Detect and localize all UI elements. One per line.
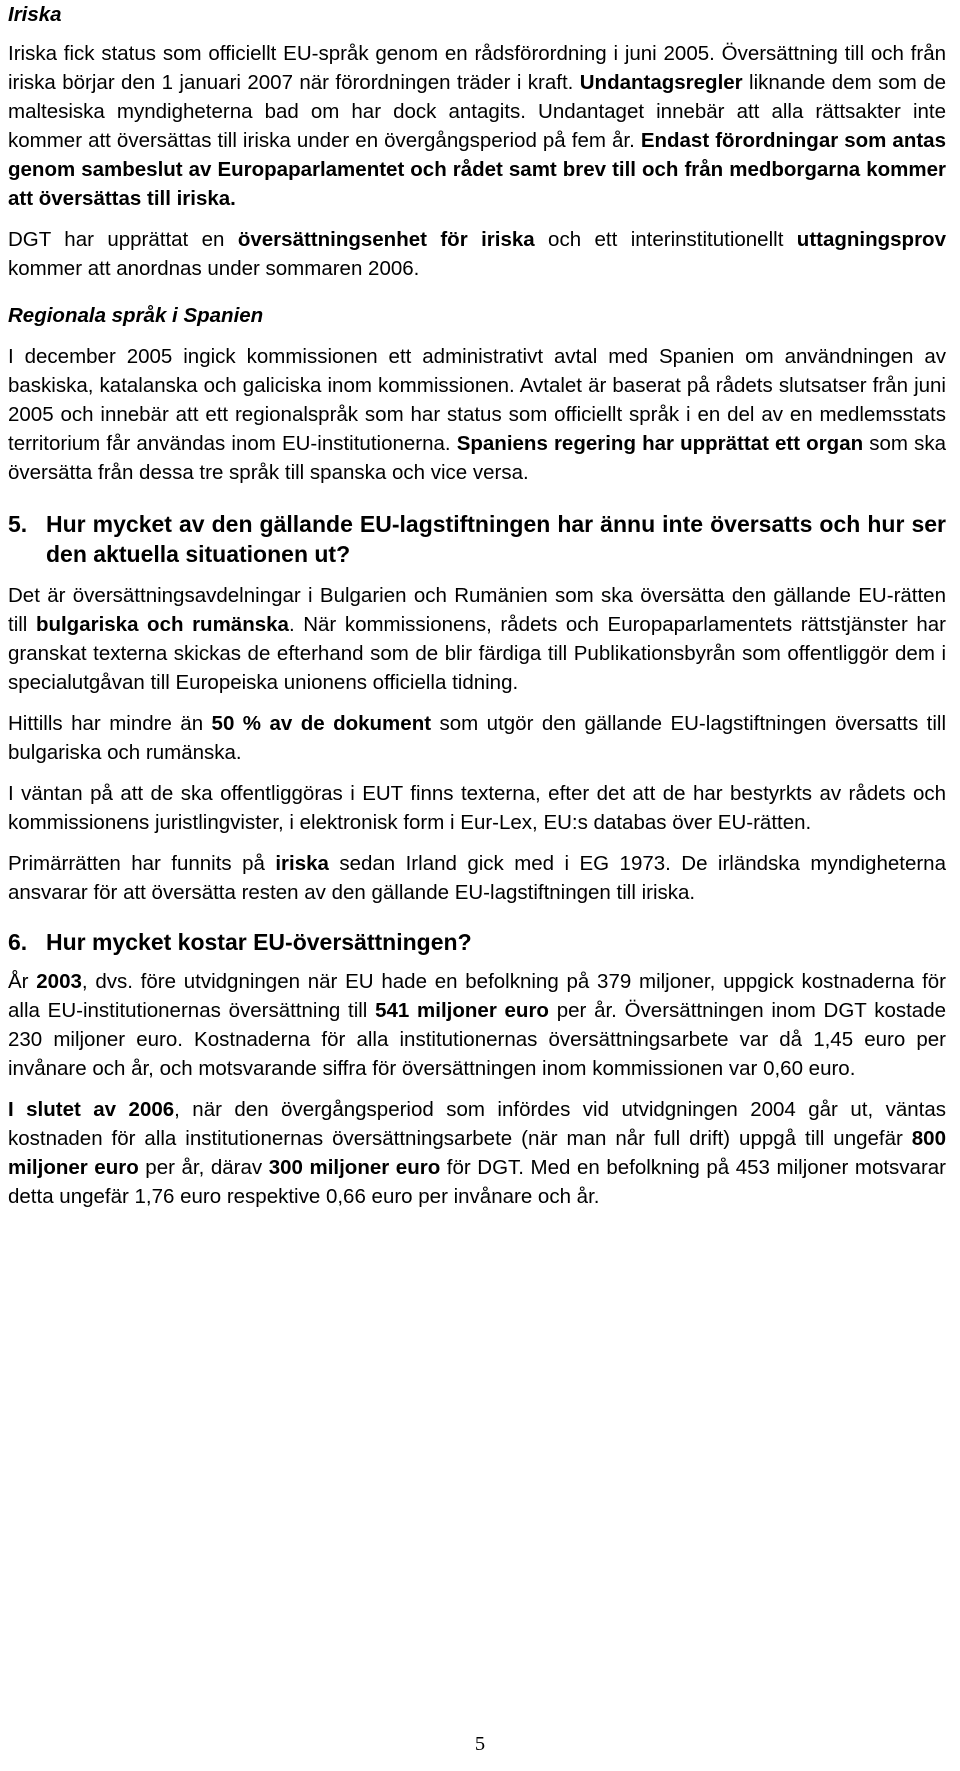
text-run: liknande dem som de maltesiska myndigheterna bad om har dock antagits. Undantaget innebär att alla rättsakter inte kommer att översättas till iriska under en övergångsperiod på fem år. bbox=[8, 71, 947, 152]
heading-section-5 bbox=[8, 509, 946, 569]
text-run: Primärrätten har funnits på bbox=[8, 852, 276, 875]
text-run: per år. Översättningen inom DGT kostade 230 miljoner euro. Kostnaderna för alla institutionernas översättningsarbete var då 1,45 euro per invånare och år, och motsvarande siffra för översättningen inom kommissionen var 0,60 euro. bbox=[8, 999, 946, 1080]
text-run: och ett interinstitutionellt bbox=[534, 228, 797, 251]
bold-text-run: Endast förordningar som antas genom sambeslut av Europaparlamentet och rådet samt brev till och från medborgarna kommer att översättas till iriska. bbox=[8, 129, 946, 210]
section-5-title: Hur mycket av den gällande EU-lagstiftningen har ännu inte översatts och hur ser den aktuella situationen ut? bbox=[46, 511, 946, 567]
paragraph-section-6-costs-2006 bbox=[8, 1095, 946, 1211]
bold-text-run: 50 % av de dokument bbox=[211, 712, 432, 735]
text-run: År bbox=[8, 970, 37, 993]
paragraph-section-6-costs-2003 bbox=[8, 967, 946, 1083]
bold-text-run: 800 miljoner euro bbox=[8, 1127, 946, 1179]
section-6-number: 6. bbox=[8, 929, 28, 955]
paragraph-section-5-eur-lex bbox=[8, 779, 946, 837]
bold-text-run: Spaniens regering har upprättat ett organ bbox=[456, 432, 864, 455]
text-run: , när den övergångsperiod som infördes vid utvidgningen 2004 går ut, väntas kostnaden för alla institutionernas översättningsarbete (när man når full drift) uppgå till ungefär bbox=[8, 1098, 946, 1150]
heading-regionala-sprak: Regionala språk i Spanien bbox=[8, 304, 264, 327]
text-run: I väntan på att de ska offentliggöras i EUT finns texterna, efter det att de har bestyrkts av rådets och kommissionens juristlingvister, i elektronisk form i Eur-Lex, EU:s databas över EU-rätten. bbox=[8, 782, 946, 834]
text-run: som ska översätta från dessa tre språk till spanska och vice versa. bbox=[8, 432, 946, 484]
text-run: Hittills har mindre än bbox=[8, 712, 212, 735]
heading-section-6 bbox=[8, 927, 946, 957]
bold-text-run: Undantagsregler bbox=[579, 71, 743, 94]
section-5-number: 5. bbox=[8, 511, 28, 537]
paragraph-iriska-dgt bbox=[8, 225, 946, 283]
paragraph-iriska-status bbox=[8, 39, 946, 213]
paragraph-section-5-progress bbox=[8, 709, 946, 767]
bold-text-run: iriska bbox=[275, 852, 329, 875]
bold-text-run: I slutet av 2006 bbox=[8, 1098, 175, 1121]
text-run: Det är översättningsavdelningar i Bulgarien och Rumänien som ska översätta den gällande EU-rätten till bbox=[8, 584, 946, 636]
paragraph-section-5-primary-law bbox=[8, 849, 946, 907]
text-run: , dvs. före utvidgningen när EU hade en befolkning på 379 miljoner, uppgick kostnaderna för alla EU-institutionernas översättning till bbox=[8, 970, 946, 1022]
bold-text-run: uttagningsprov bbox=[796, 228, 946, 251]
bold-text-run: 2003 bbox=[36, 970, 82, 993]
bold-text-run: bulgariska och rumänska bbox=[35, 613, 289, 636]
bold-text-run: översättningsenhet för iriska bbox=[237, 228, 535, 251]
section-6-title: Hur mycket kostar EU-översättningen? bbox=[46, 929, 472, 955]
paragraph-regionala-sprak bbox=[8, 342, 946, 487]
text-run: DGT har upprättat en bbox=[8, 228, 238, 251]
text-run: sedan Irland gick med i EG 1973. De irländska myndigheterna ansvarar för att översätta resten av den gällande EU-lagstiftningen till iriska. bbox=[8, 852, 946, 904]
paragraph-section-5-translation-departments bbox=[8, 581, 946, 697]
bold-text-run: 541 miljoner euro bbox=[375, 999, 549, 1022]
page-number: 5 bbox=[474, 1733, 486, 1755]
text-run: . När kommissionens, rådets och Europaparlamentets rättstjänster har granskat texterna skickas de efterhand som de blir färdiga till Publikationsbyrån som offentliggör dem i specialutgåvan till Europeiska unionens officiella tidning. bbox=[8, 613, 947, 694]
text-run: kommer att anordnas under sommaren 2006. bbox=[8, 257, 420, 280]
text-run: I december 2005 ingick kommissionen ett administrativt avtal med Spanien om användningen av baskiska, katalanska och galiciska inom kommissionen. Avtalet är baserat på rådets slutsatser från juni 2005 och innebär att ett regionalspråk som har status som officiellt språk i en del av en medlemsstats territorium får användas inom EU-institutionerna. bbox=[8, 345, 946, 455]
bold-text-run: 300 miljoner euro bbox=[268, 1156, 441, 1179]
text-run: Iriska fick status som officiellt EU-språk genom en rådsförordning i juni 2005. Översättning till och från iriska börjar den 1 januari 2007 när förordningen träder i kraft. bbox=[8, 42, 946, 94]
text-run: för DGT. Med en befolkning på 453 miljoner motsvarar detta ungefär 1,76 euro respektive 0,66 euro per invånare och år. bbox=[8, 1156, 946, 1208]
heading-iriska: Iriska bbox=[8, 3, 62, 26]
text-run: som utgör den gällande EU-lagstiftningen översatts till bulgariska och rumänska. bbox=[8, 712, 946, 764]
text-run: per år, därav bbox=[138, 1156, 269, 1179]
